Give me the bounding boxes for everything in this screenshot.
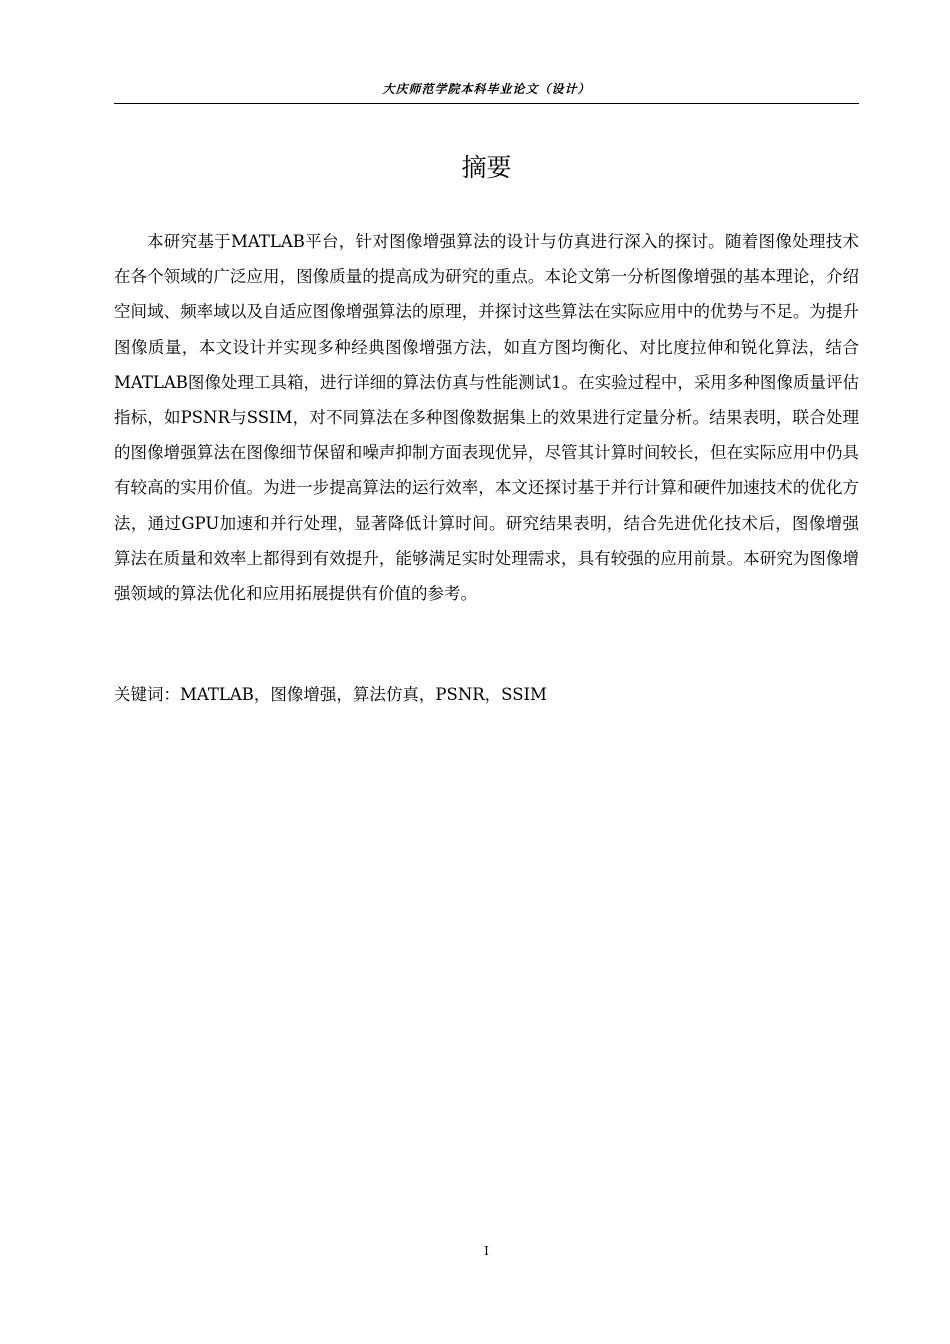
abstract-body: 本研究基于MATLAB平台，针对图像增强算法的设计与仿真进行深入的探讨。随着图像处理技术在各个领域的广泛应用，图像质量的提高成为研究的重点。本论文第一分析图像增强的基本理论，介绍空间域、频率域以及自适应图像增强算法的原理，并探讨这些算法在实际应用中的优势与不足。为提升图像质量，本文设计并实现多种经典图像增强方法，如直方图均衡化、对比度拉伸和锐化算法，结合MATLAB图像处理工具箱，进行详细的算法仿真与性能测试1。在实验过程中，采用多种图像质量评估指标，如PSNR与SSIM，对不同算法在多种图像数据集上的效果进行定量分析。结果表明，联合处理的图像增强算法在图像细节保留和噪声抑制方面表现优异，尽管其计算时间较长，但在实际应用中仍具有较高的实用价值。为进一步提高算法的运行效率，本文还探讨基于并行计算和硬件加速技术的优化方法，通过GPU加速和并行处理，显著降低计算时间。研究结果表明，结合先进优化技术后，图像增强算法在质量和效率上都得到有效提升，能够满足实时处理需求，具有较强的应用前景。本研究为图像增强领域的算法优化和应用拓展提供有价值的参考。 — [114, 232, 859, 604]
abstract-title: 摘要 — [461, 153, 512, 182]
header-rule — [114, 103, 859, 104]
running-header: 大庆师范学院本科毕业论文（设计） — [382, 82, 591, 96]
keywords-list: MATLAB，图像增强，算法仿真，PSNR，SSIM — [180, 685, 547, 704]
keywords-label: 关键词： — [114, 685, 180, 704]
keywords-line — [114, 681, 859, 709]
page-number: I — [484, 1244, 489, 1258]
